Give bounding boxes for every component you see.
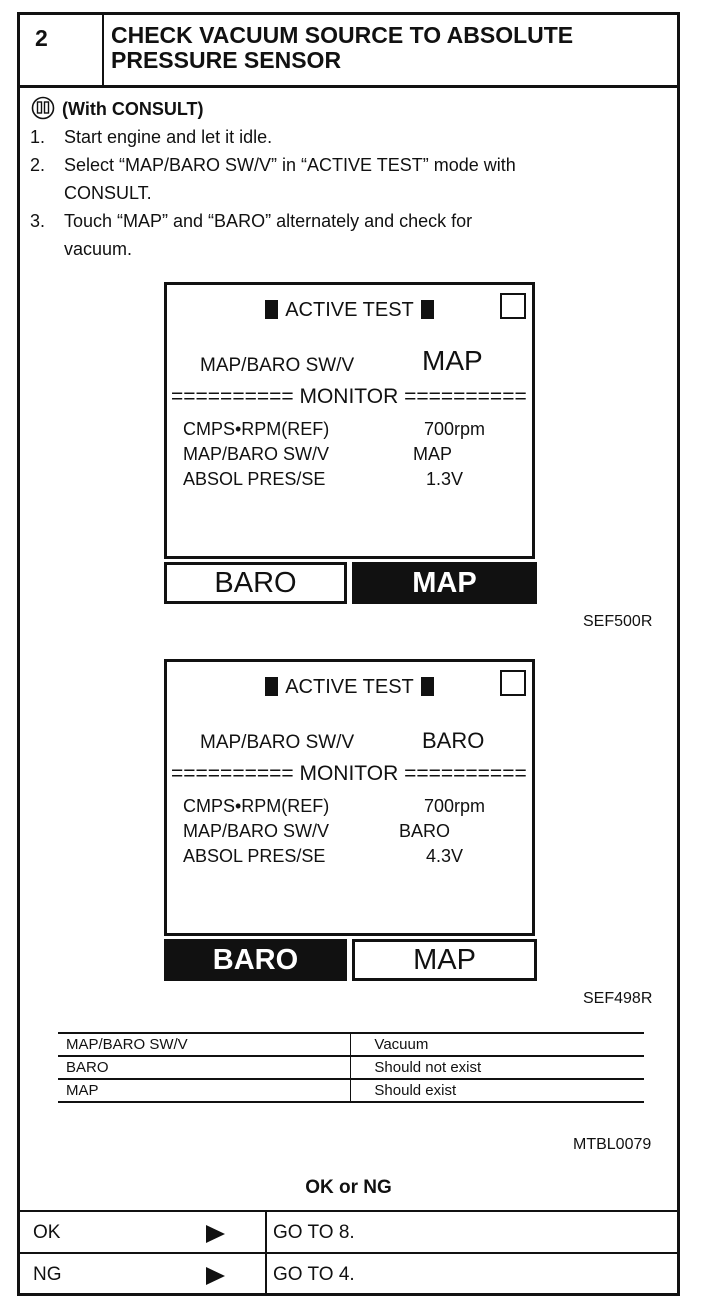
result-title: OK or NG xyxy=(305,1177,392,1198)
instruction-text: Start engine and let it idle. xyxy=(64,127,273,147)
result-label: OK xyxy=(33,1222,61,1243)
map-button[interactable]: MAP xyxy=(352,562,537,604)
monitor-divider: ========== MONITOR ========== xyxy=(171,762,527,785)
result-row-ng xyxy=(20,1252,677,1294)
table-header-row xyxy=(58,1033,644,1056)
table-cell: BARO xyxy=(66,1059,109,1076)
active-test-title: ACTIVE TEST xyxy=(167,676,532,699)
consult-screen-baro xyxy=(164,659,535,936)
step-header xyxy=(20,15,677,88)
table-cell: MAP xyxy=(66,1082,99,1099)
instruction-number: 1. xyxy=(30,127,46,147)
consult-heading xyxy=(30,96,203,120)
monitor-divider: ========== MONITOR ========== xyxy=(171,385,527,408)
table-header-cell: MAP/BARO SW/V xyxy=(66,1036,188,1053)
baro-button[interactable]: BARO xyxy=(164,562,347,604)
instruction-number: 3. xyxy=(30,211,46,231)
monitor-label: MAP/BARO SW/V xyxy=(183,821,330,841)
monitor-value: 4.3V xyxy=(426,846,464,866)
step-title-line2: PRESSURE SENSOR xyxy=(111,47,342,73)
monitor-value: 700rpm xyxy=(424,419,486,439)
block-marker-icon xyxy=(265,300,278,319)
monitor-value: 700rpm xyxy=(424,796,486,816)
monitor-value: MAP xyxy=(413,444,453,464)
monitor-label: ABSOL PRES/SE xyxy=(183,846,326,866)
active-test-title: ACTIVE TEST xyxy=(167,299,532,322)
table-header-cell: Vacuum xyxy=(351,1033,644,1056)
block-marker-icon xyxy=(421,300,434,319)
checkbox-icon xyxy=(500,670,526,696)
step-title xyxy=(111,23,671,73)
result-action: GO TO 4. xyxy=(265,1254,355,1294)
table-cell: Should not exist xyxy=(351,1056,644,1079)
baro-button[interactable]: BARO xyxy=(164,939,347,981)
figure-code: SEF498R xyxy=(583,990,653,1007)
result-row-ok xyxy=(20,1210,677,1252)
step-title-line1: CHECK VACUUM SOURCE TO ABSOLUTE xyxy=(111,22,574,48)
arrow-right-icon xyxy=(206,1267,225,1285)
monitor-label: MAP/BARO SW/V xyxy=(183,444,330,464)
vacuum-table xyxy=(58,1032,644,1103)
block-marker-icon xyxy=(421,677,434,696)
instruction-text: Select “MAP/BARO SW/V” in “ACTIVE TEST” mode with xyxy=(64,155,516,175)
monitor-label: CMPS•RPM(REF) xyxy=(183,419,330,439)
checkbox-icon xyxy=(500,293,526,319)
monitor-label: ABSOL PRES/SE xyxy=(183,469,326,489)
result-action: GO TO 8. xyxy=(265,1212,355,1252)
arrow-right-icon xyxy=(206,1225,225,1243)
result-label: NG xyxy=(33,1264,62,1285)
consult-screen-map xyxy=(164,282,535,559)
consult-icon xyxy=(30,96,56,120)
monitor-labels xyxy=(183,794,329,869)
switch-value: BARO xyxy=(422,728,485,753)
switch-value: MAP xyxy=(422,345,483,376)
instruction-text: Touch “MAP” and “BARO” alternately and check for xyxy=(64,211,473,231)
instruction-text-cont: vacuum. xyxy=(64,239,133,259)
monitor-value: 1.3V xyxy=(426,469,464,489)
table-code: MTBL0079 xyxy=(573,1136,652,1153)
instruction-item xyxy=(26,123,516,151)
instruction-item xyxy=(26,207,516,263)
instruction-number: 2. xyxy=(30,155,46,175)
switch-label: MAP/BARO SW/V xyxy=(200,732,355,753)
instruction-text-cont: CONSULT. xyxy=(64,183,152,203)
figure-code: SEF500R xyxy=(583,613,653,630)
table-row xyxy=(58,1079,644,1102)
table-cell: Should exist xyxy=(351,1079,644,1102)
step-number: 2 xyxy=(20,15,104,85)
monitor-value: BARO xyxy=(399,821,451,841)
switch-label: MAP/BARO SW/V xyxy=(200,355,355,376)
table-row xyxy=(58,1056,644,1079)
monitor-labels xyxy=(183,417,329,492)
block-marker-icon xyxy=(265,677,278,696)
map-button[interactable]: MAP xyxy=(352,939,537,981)
procedure-frame xyxy=(17,12,680,1296)
consult-heading-text: (With CONSULT) xyxy=(62,99,204,119)
instruction-item xyxy=(26,151,516,207)
instruction-list xyxy=(26,123,516,263)
monitor-label: CMPS•RPM(REF) xyxy=(183,796,330,816)
